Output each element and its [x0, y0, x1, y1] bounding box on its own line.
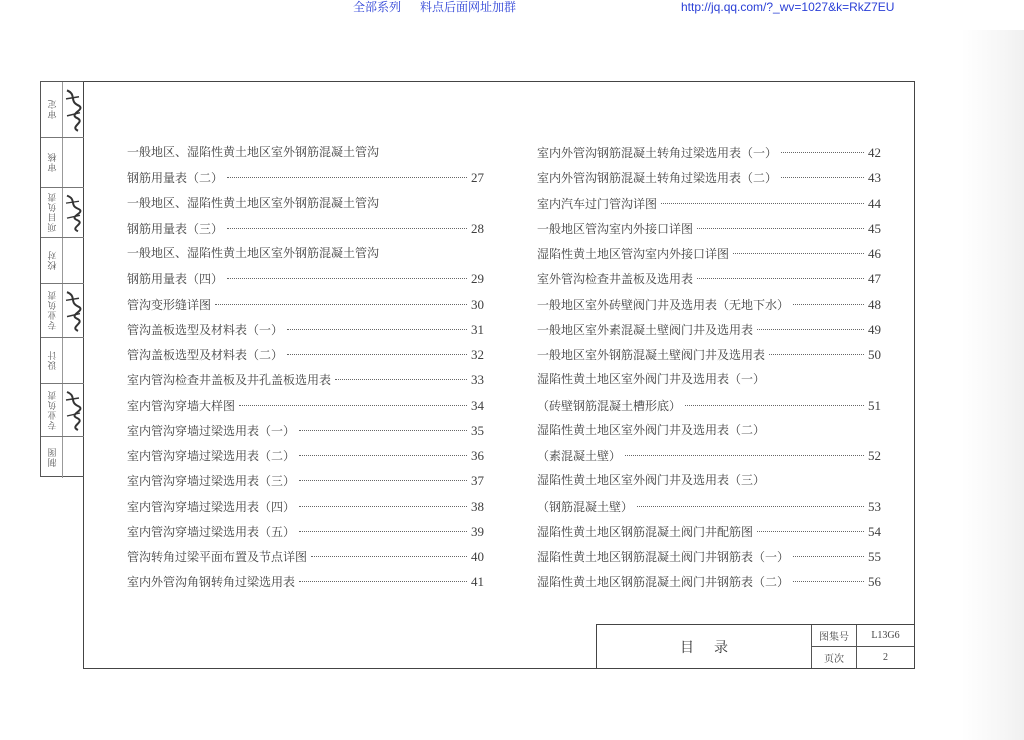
sidebar-cell: [41, 384, 84, 437]
toc-page-number: 38: [471, 498, 484, 514]
sidebar-divider: [62, 238, 63, 283]
group-url-link[interactable]: http://jq.qq.com/?_wv=1027&k=RkZ7EU: [681, 0, 895, 14]
sidebar-cell: [41, 188, 84, 238]
toc-page-number: 50: [868, 347, 881, 362]
toc-entry: [537, 418, 881, 443]
toc-leader-dots: [299, 480, 467, 481]
toc-entry: [537, 494, 881, 519]
toc-entry: [127, 569, 484, 594]
toc-entry: [127, 443, 484, 468]
sheet-title: 目录: [680, 639, 748, 656]
toc-leader-dots: [215, 304, 467, 305]
toc-entry: [127, 317, 484, 342]
toc-entry: [537, 140, 881, 165]
toc-leader-dots: [299, 506, 467, 507]
toc-entry: [127, 342, 484, 367]
toc-page-number: 54: [868, 523, 881, 539]
toc-page-number: 39: [471, 523, 484, 539]
toc-page-number: 40: [471, 549, 484, 564]
toc-entry: [537, 191, 881, 216]
toc-entry: [127, 191, 484, 216]
toc-leader-dots: [299, 430, 467, 431]
toc-entry-title: 室内管沟穿墙过梁选用表（四）: [127, 499, 296, 514]
toc-entry-title: 室内汽车过门管沟详图: [537, 196, 658, 211]
toc-entry-title: 一般地区室外素混凝土壁阀门井及选用表: [537, 322, 754, 337]
toc-entry: [127, 266, 484, 291]
toc-page-number: 29: [471, 271, 484, 287]
toc-entry: [537, 266, 881, 291]
toc-page-number: 55: [868, 549, 881, 564]
toc-entry: [127, 241, 484, 266]
toc-entry: [537, 443, 881, 468]
sidebar-cell: [41, 138, 84, 188]
sidebar-cell: [41, 284, 84, 338]
toc-entry: [127, 544, 484, 569]
handwritten-signature-icon: [63, 386, 83, 434]
toc-page-number: 47: [868, 271, 881, 287]
toc-entry-title: 一般地区、湿陷性黄土地区室外钢筋混凝土管沟: [127, 246, 380, 260]
toc-leader-dots: [637, 506, 864, 507]
toc-entry-title: 室内管沟穿墙大样图: [127, 398, 236, 413]
toc-page-number: 51: [868, 397, 881, 413]
toc-entry-title: 一般地区、湿陷性黄土地区室外钢筋混凝土管沟: [127, 195, 380, 210]
toc-leader-dots: [793, 581, 864, 582]
title-block: [596, 624, 914, 668]
toc-entry: [537, 216, 881, 241]
toc-entry-title: 管沟变形缝详图: [127, 297, 212, 312]
toc-leader-dots: [227, 177, 467, 178]
toc-entry-title: 室内外管沟角钢转角过梁选用表: [127, 575, 296, 590]
toc-leader-dots: [287, 329, 467, 330]
toc-leader-dots: [733, 253, 864, 254]
toc-page-number: 36: [471, 448, 484, 463]
sidebar-role-label: 制图: [48, 447, 59, 468]
atlas-number-label: 图集号: [812, 625, 857, 646]
toc-entry-title: 一般地区室外砖壁阀门井及选用表（无地下水）: [537, 297, 790, 312]
toc-right-column: [537, 140, 881, 595]
sidebar-divider: [62, 437, 63, 478]
sidebar-role-label: 审核: [48, 152, 59, 173]
atlas-number-value: L13G6: [871, 629, 900, 641]
sidebar-cell: [41, 338, 84, 384]
page-row: [812, 647, 914, 669]
toc-page-number: 35: [471, 422, 484, 438]
toc-leader-dots: [227, 228, 467, 229]
toc-leader-dots: [335, 379, 467, 380]
toc-entry-title: 湿陷性黄土地区室外阀门井及选用表（二）: [537, 422, 766, 437]
toc-entry-title: 室内管沟检查井盖板及井孔盖板选用表: [127, 373, 332, 388]
toc-entry-title: 一般地区室外钢筋混凝土壁阀门井及选用表: [537, 348, 766, 362]
toc-entry: [537, 544, 881, 569]
toc-page-number: 46: [868, 246, 881, 261]
page-number-value: 2: [883, 651, 888, 663]
toc-page-number: 30: [471, 296, 484, 312]
toc-entry-title: （素混凝土壁）: [537, 449, 622, 463]
toc-entry: [127, 494, 484, 519]
toc-page-number: 31: [471, 321, 484, 337]
toc-leader-dots: [781, 152, 864, 153]
toc-page-number: 32: [471, 347, 484, 362]
toc-entry-title: 一般地区管沟室内外接口详图: [537, 221, 694, 236]
top-link-bar: [0, 0, 1024, 16]
toc-entry: [127, 393, 484, 418]
toc-entry: [127, 140, 484, 165]
toc-entry: [537, 342, 881, 367]
toc-entry: [537, 569, 881, 594]
toc-page-number: 27: [471, 170, 484, 186]
toc-leader-dots: [661, 203, 864, 204]
toc-entry-title: 室内管沟穿墙过梁选用表（五）: [127, 524, 296, 539]
toc-leader-dots: [239, 405, 467, 406]
toc-entry: [537, 519, 881, 544]
toc-entry: [537, 241, 881, 266]
toc-page-number: 28: [471, 220, 484, 236]
toc-entry-title: 管沟盖板选型及材料表（二）: [127, 348, 284, 362]
toc-entry: [537, 393, 881, 418]
toc-entry: [127, 292, 484, 317]
toc-page-number: 42: [868, 145, 881, 160]
toc-page-number: 33: [471, 372, 484, 388]
toc-page-number: 43: [868, 170, 881, 186]
atlas-row: [812, 625, 914, 647]
toc-leader-dots: [697, 228, 864, 229]
toc-entry-title: （砖壁钢筋混凝土槽形底）: [537, 398, 682, 413]
toc-leader-dots: [793, 556, 864, 557]
toc-entry-title: 室内外管沟钢筋混凝土转角过梁选用表（一）: [537, 146, 778, 160]
toc-page-number: 52: [868, 448, 881, 463]
toc-leader-dots: [769, 354, 864, 355]
sidebar-cell: [41, 437, 84, 478]
toc-entry-title: 湿陷性黄土地区室外阀门井及选用表（三）: [537, 473, 766, 488]
toc-page-number: 34: [471, 397, 484, 413]
toc-entry: [127, 418, 484, 443]
toc-entry: [537, 317, 881, 342]
signature-sidebar: [40, 81, 84, 477]
toc-entry-title: 钢筋用量表（四）: [127, 272, 224, 287]
toc-entry-title: 湿陷性黄土地区管沟室内外接口详图: [537, 247, 730, 261]
sidebar-divider: [62, 338, 63, 383]
toc-entry: [537, 468, 881, 493]
toc-entry: [127, 216, 484, 241]
toc-page-number: 49: [868, 321, 881, 337]
toc-page-number: 44: [868, 195, 881, 211]
toc-entry-title: 室内管沟穿墙过梁选用表（二）: [127, 449, 296, 463]
sidebar-cell: [41, 82, 84, 138]
handwritten-signature-icon: [63, 84, 83, 135]
toc-entry-title: 室内管沟穿墙过梁选用表（一）: [127, 423, 296, 438]
toc-leader-dots: [757, 329, 864, 330]
toc-entry: [127, 367, 484, 392]
toc-leader-dots: [299, 581, 467, 582]
toc-page-number: 37: [471, 473, 484, 489]
toc-page-number: 45: [868, 220, 881, 236]
toc-entry: [537, 292, 881, 317]
toc-entry-title: 一般地区、湿陷性黄土地区室外钢筋混凝土管沟: [127, 145, 380, 159]
toc-entry-title: 湿陷性黄土地区室外阀门井及选用表（一）: [537, 372, 766, 387]
sidebar-role-label: 专业负责: [48, 390, 59, 430]
toc-leader-dots: [757, 531, 864, 532]
sidebar-role-label: 设计: [48, 350, 59, 371]
sidebar-role-label: 校对: [48, 250, 59, 271]
toc-leader-dots: [299, 531, 467, 532]
toc-entry-title: 湿陷性黄土地区钢筋混凝土阀门井配筋图: [537, 524, 754, 539]
nav-link-all-series[interactable]: 全部系列: [353, 0, 402, 14]
toc-entry: [537, 165, 881, 190]
nav-link-join-group[interactable]: 料点后面网址加群: [420, 0, 517, 14]
sidebar-cell: [41, 238, 84, 284]
toc-entry-title: 室内管沟穿墙过梁选用表（三）: [127, 474, 296, 489]
toc-leader-dots: [781, 177, 864, 178]
page-number-label: 页次: [812, 647, 857, 669]
toc-leader-dots: [685, 405, 864, 406]
toc-page-number: 56: [868, 574, 881, 590]
toc-entry-title: 钢筋用量表（二）: [127, 171, 224, 186]
toc-leader-dots: [299, 455, 467, 456]
toc-entry-title: 管沟转角过梁平面布置及节点详图: [127, 550, 308, 564]
toc-entry-title: 湿陷性黄土地区钢筋混凝土阀门井钢筋表（二）: [537, 575, 790, 590]
toc-entry: [127, 468, 484, 493]
sidebar-role-label: 项目负责: [48, 192, 59, 233]
toc-page-number: 53: [868, 498, 881, 514]
toc-entry: [127, 165, 484, 190]
sidebar-divider: [62, 138, 63, 187]
toc-entry: [127, 519, 484, 544]
toc-entry-title: 管沟盖板选型及材料表（一）: [127, 322, 284, 337]
toc-leader-dots: [625, 455, 864, 456]
toc-leader-dots: [697, 278, 864, 279]
toc-entry-title: 湿陷性黄土地区钢筋混凝土阀门井钢筋表（一）: [537, 550, 790, 564]
handwritten-signature-icon: [63, 190, 83, 235]
toc-leader-dots: [227, 278, 467, 279]
toc-leader-dots: [287, 354, 467, 355]
toc-entry-title: 室外管沟检查井盖板及选用表: [537, 272, 694, 287]
toc-left-column: [127, 140, 484, 595]
title-block-grid: [811, 625, 914, 668]
toc-entry-title: 钢筋用量表（三）: [127, 221, 224, 236]
sidebar-role-label: 专业负责: [48, 290, 59, 331]
toc-page-number: 41: [471, 574, 484, 590]
handwritten-signature-icon: [63, 286, 83, 335]
toc-entry-title: （钢筋混凝土壁）: [537, 499, 634, 514]
scan-edge-shadow: [960, 30, 1024, 740]
toc-leader-dots: [793, 304, 864, 305]
toc-leader-dots: [311, 556, 467, 557]
toc-entry: [537, 367, 881, 392]
toc-page-number: 48: [868, 296, 881, 312]
toc-entry-title: 室内外管沟钢筋混凝土转角过梁选用表（二）: [537, 171, 778, 186]
sidebar-role-label: 审定: [48, 99, 59, 120]
